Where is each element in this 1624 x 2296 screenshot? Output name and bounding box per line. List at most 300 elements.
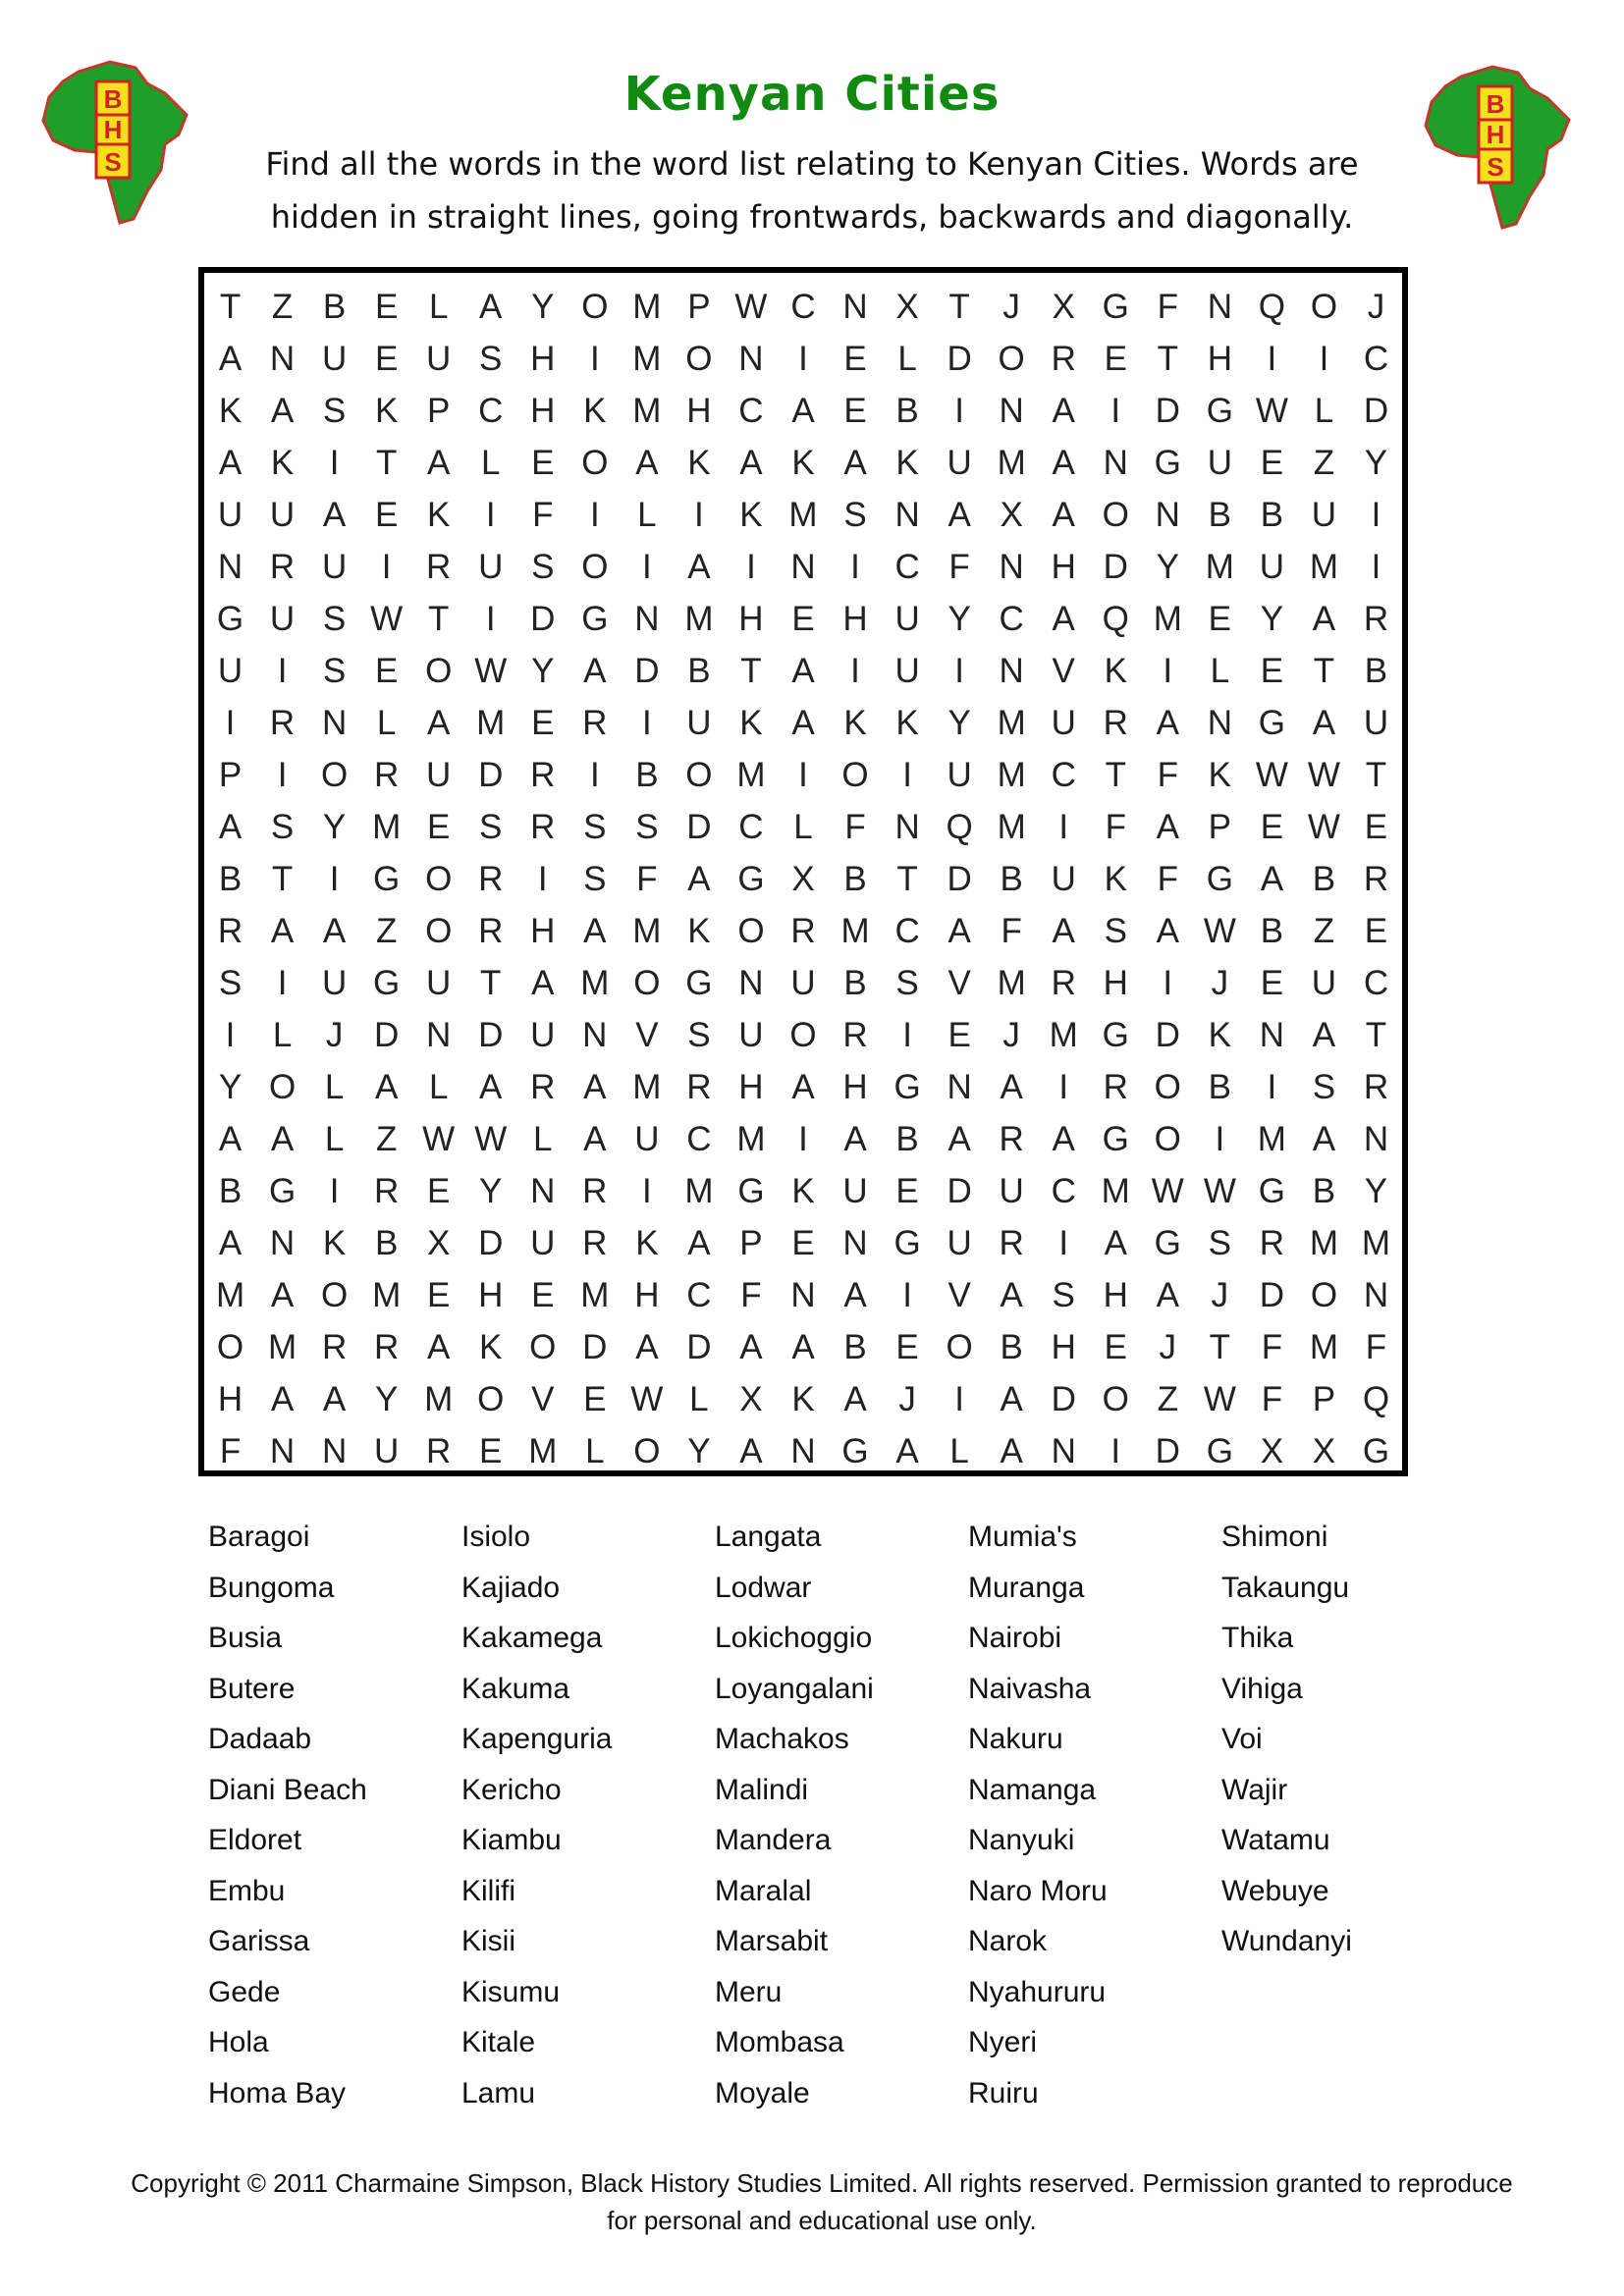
word-list-item: Maralal	[715, 1874, 812, 1907]
grid-letter: Q	[946, 807, 973, 846]
grid-letter: J	[325, 1015, 344, 1054]
grid-letter: L	[1314, 391, 1334, 430]
grid-letter: O	[998, 339, 1025, 378]
grid-letter: A	[531, 963, 555, 1002]
grid-letter: T	[1157, 339, 1178, 378]
grid-letter: A	[635, 443, 659, 482]
grid-letter: K	[791, 443, 815, 482]
grid-letter: U	[1363, 703, 1389, 742]
grid-letter: J	[898, 1379, 916, 1418]
word-list-item: Wajir	[1221, 1773, 1288, 1806]
grid-letter: L	[1210, 651, 1230, 690]
grid-letter: S	[322, 599, 347, 638]
grid-letter: R	[478, 859, 504, 898]
grid-letter: F	[740, 1275, 762, 1314]
grid-letter: L	[428, 1067, 449, 1106]
word-list-item: Kakuma	[461, 1672, 570, 1705]
grid-letter: I	[485, 599, 496, 638]
grid-letter: K	[843, 703, 867, 742]
grid-letter: U	[217, 495, 244, 534]
grid-letter: W	[370, 599, 404, 638]
grid-letter: M	[632, 339, 662, 378]
grid-letter: M	[372, 1275, 402, 1314]
grid-letter: U	[686, 703, 712, 742]
grid-letter: U	[947, 755, 972, 794]
grid-letter: R	[1259, 1223, 1285, 1262]
grid-letter: C	[1363, 339, 1389, 378]
grid-letter: A	[1052, 391, 1075, 430]
grid-letter: R	[582, 1223, 608, 1262]
grid-letter: J	[1367, 287, 1385, 326]
grid-letter: J	[1211, 963, 1229, 1002]
grid-letter: I	[589, 495, 600, 534]
word-list-item: Wundanyi	[1221, 1925, 1352, 1957]
word-list-item: Kericho	[461, 1773, 562, 1806]
grid-letter: G	[1258, 1171, 1285, 1210]
grid-letter: A	[270, 1379, 295, 1418]
grid-letter: M	[267, 1327, 298, 1366]
grid-letter: E	[427, 807, 451, 846]
word-list-item: Loyangalani	[715, 1672, 874, 1705]
grid-letter: G	[737, 859, 765, 898]
grid-letter: A	[218, 1119, 243, 1158]
grid-letter: M	[632, 911, 662, 950]
word-list-item: Nanyuki	[968, 1824, 1075, 1856]
grid-letter: I	[589, 755, 600, 794]
grid-letter: M	[1257, 1119, 1286, 1158]
grid-letter: L	[897, 339, 917, 378]
grid-letter: R	[1051, 339, 1076, 378]
grid-letter: D	[1155, 1015, 1180, 1054]
grid-letter: E	[843, 339, 867, 378]
grid-letter: F	[1157, 755, 1178, 794]
grid-letter: A	[687, 859, 711, 898]
grid-letter: N	[894, 807, 920, 846]
grid-letter: A	[1052, 911, 1075, 950]
grid-letter: C	[894, 547, 920, 586]
word-list-item: Meru	[715, 1975, 783, 2008]
grid-letter: I	[902, 1275, 912, 1314]
grid-letter: A	[479, 1067, 503, 1106]
grid-letter: T	[1365, 755, 1387, 794]
logo-letter-s: S	[1487, 152, 1504, 182]
grid-letter: M	[580, 1275, 610, 1314]
grid-letter: D	[1051, 1379, 1076, 1418]
grid-letter: K	[739, 703, 763, 742]
grid-letter: I	[1371, 547, 1381, 586]
grid-letter: R	[426, 547, 452, 586]
grid-letter: G	[1154, 1223, 1181, 1262]
word-list-item: Mandera	[715, 1824, 832, 1856]
grid-letter: B	[1260, 495, 1284, 534]
grid-letter: J	[1159, 1327, 1177, 1366]
grid-letter: L	[376, 703, 397, 742]
grid-letter: W	[474, 651, 508, 690]
grid-letter: D	[478, 1223, 504, 1262]
grid-letter: F	[1157, 859, 1178, 898]
grid-letter: C	[738, 807, 764, 846]
word-list-item: Busia	[208, 1622, 283, 1654]
grid-letter: G	[737, 1171, 765, 1210]
grid-letter: G	[373, 859, 401, 898]
grid-letter: D	[947, 339, 972, 378]
grid-letter: K	[1208, 755, 1232, 794]
logo-letter-h: H	[103, 115, 123, 144]
grid-letter: M	[840, 911, 870, 950]
grid-letter: A	[583, 1067, 607, 1106]
word-list-item: Voi	[1221, 1723, 1263, 1755]
grid-letter: A	[427, 1327, 451, 1366]
grid-letter: H	[1103, 963, 1128, 1002]
grid-letter: O	[581, 443, 609, 482]
grid-letter: U	[321, 963, 348, 1002]
word-list-item: Eldoret	[208, 1824, 302, 1856]
grid-letter: P	[739, 1223, 763, 1262]
grid-letter: A	[947, 495, 971, 534]
grid-letter: W	[1307, 755, 1340, 794]
grid-letter: M	[1309, 1223, 1338, 1262]
grid-letter: O	[1310, 287, 1338, 326]
grid-letter: O	[268, 1067, 297, 1106]
grid-letter: I	[746, 547, 756, 586]
grid-letter: R	[999, 1223, 1024, 1262]
grid-letter: A	[427, 703, 451, 742]
grid-letter: C	[686, 1275, 712, 1314]
grid-letter: A	[1260, 859, 1284, 898]
grid-letter: D	[478, 755, 504, 794]
grid-letter: K	[322, 1223, 347, 1262]
grid-letter: I	[1267, 339, 1277, 378]
grid-letter: N	[1363, 1275, 1389, 1314]
grid-letter: A	[1052, 495, 1075, 534]
grid-letter: R	[842, 1015, 868, 1054]
word-list-column	[1221, 1512, 1475, 2118]
word-list-item: Lamu	[461, 2076, 536, 2109]
grid-letter: M	[1153, 599, 1182, 638]
grid-letter: R	[269, 703, 296, 742]
grid-letter: R	[1103, 1067, 1128, 1106]
grid-letter: I	[642, 1171, 652, 1210]
grid-letter: U	[530, 1015, 556, 1054]
grid-letter: D	[1363, 391, 1389, 430]
logo-letter-b: B	[1486, 89, 1505, 119]
grid-letter: R	[582, 1171, 608, 1210]
grid-letter: R	[1051, 963, 1076, 1002]
grid-letter: O	[320, 755, 349, 794]
grid-letter: S	[479, 339, 503, 378]
grid-letter: Y	[1156, 547, 1179, 586]
grid-letter: R	[478, 911, 504, 950]
grid-letter: A	[270, 911, 295, 950]
grid-letter: I	[642, 703, 652, 742]
grid-letter: I	[1371, 495, 1381, 534]
grid-letter: O	[1102, 495, 1129, 534]
grid-letter: J	[1211, 1275, 1229, 1314]
grid-letter: W	[1151, 1171, 1184, 1210]
grid-letter: N	[582, 1015, 608, 1054]
grid-letter: G	[1362, 1431, 1390, 1470]
grid-letter: B	[1312, 1171, 1336, 1210]
grid-letter: O	[841, 755, 869, 794]
grid-letter: Z	[1313, 911, 1335, 950]
word-list-item: Kakamega	[461, 1622, 603, 1654]
grid-letter: O	[685, 755, 713, 794]
grid-letter: M	[372, 807, 402, 846]
grid-letter: A	[635, 1327, 659, 1366]
grid-letter: C	[738, 391, 764, 430]
grid-letter: Y	[531, 287, 555, 326]
grid-letter: S	[843, 495, 867, 534]
word-list-item: Kisii	[461, 1925, 516, 1957]
grid-letter: E	[1364, 911, 1388, 950]
grid-letter: J	[1002, 1015, 1020, 1054]
grid-letter: L	[324, 1119, 345, 1158]
word-list-item: Isiolo	[461, 1521, 531, 1553]
copyright-line-2: for personal and educational use only.	[607, 2206, 1037, 2235]
grid-letter: O	[1102, 1379, 1129, 1418]
grid-letter: L	[480, 443, 501, 482]
grid-letter: N	[790, 547, 816, 586]
grid-letter: G	[1102, 1119, 1129, 1158]
grid-letter: G	[581, 599, 609, 638]
grid-letter: E	[1260, 443, 1284, 482]
grid-letter: O	[425, 651, 453, 690]
grid-letter: A	[843, 1275, 867, 1314]
grid-letter: A	[479, 287, 503, 326]
word-search-grid	[204, 281, 1402, 1477]
grid-letter: B	[1000, 859, 1023, 898]
word-list-item: Dadaab	[208, 1723, 312, 1755]
grid-letter: R	[374, 1171, 400, 1210]
grid-letter: E	[531, 443, 555, 482]
grid-letter: R	[217, 911, 244, 950]
grid-letter: W	[1203, 911, 1236, 950]
grid-letter: A	[1052, 443, 1075, 482]
grid-letter: Y	[947, 599, 971, 638]
grid-letter: A	[218, 1223, 243, 1262]
grid-letter: L	[324, 1067, 345, 1106]
grid-letter: Z	[1313, 443, 1335, 482]
word-list-item: Vihiga	[1221, 1672, 1303, 1705]
grid-letter: E	[531, 1275, 555, 1314]
grid-letter: E	[1260, 651, 1284, 690]
grid-letter: B	[218, 859, 243, 898]
grid-letter: K	[687, 911, 711, 950]
grid-letter: T	[1313, 651, 1335, 690]
grid-letter: O	[581, 547, 609, 586]
grid-letter: C	[1051, 1171, 1076, 1210]
grid-letter: A	[1156, 807, 1179, 846]
grid-letter: T	[427, 599, 450, 638]
word-search-grid-frame	[198, 267, 1408, 1476]
grid-letter: K	[270, 443, 295, 482]
grid-letter: A	[1052, 599, 1075, 638]
grid-letter: M	[580, 963, 610, 1002]
grid-letter: D	[478, 1015, 504, 1054]
grid-letter: K	[687, 443, 711, 482]
grid-letter: M	[1309, 547, 1338, 586]
grid-letter: M	[684, 599, 714, 638]
grid-letter: L	[637, 495, 657, 534]
word-list-item: Kilifi	[461, 1874, 516, 1907]
grid-letter: Q	[1102, 599, 1129, 638]
word-list-column	[208, 1512, 461, 2118]
grid-letter: G	[841, 1431, 869, 1470]
grid-letter: I	[329, 859, 340, 898]
word-list-item: Lodwar	[715, 1571, 812, 1604]
grid-letter: C	[686, 1119, 712, 1158]
grid-letter: K	[479, 1327, 503, 1366]
grid-letter: R	[269, 547, 296, 586]
grid-letter: H	[530, 911, 556, 950]
word-list-item: Langata	[715, 1521, 822, 1553]
grid-letter: Z	[1157, 1379, 1178, 1418]
word-list-item: Diani Beach	[208, 1773, 367, 1806]
grid-letter: N	[530, 1171, 556, 1210]
grid-letter: A	[322, 911, 347, 950]
grid-letter: D	[947, 1171, 972, 1210]
grid-letter: U	[1051, 859, 1076, 898]
grid-letter: R	[321, 1327, 348, 1366]
grid-letter: I	[277, 651, 288, 690]
grid-letter: S	[218, 963, 243, 1002]
grid-letter: H	[217, 1379, 244, 1418]
grid-letter: L	[949, 1431, 969, 1470]
grid-letter: W	[1255, 755, 1288, 794]
grid-letter: R	[374, 755, 400, 794]
grid-letter: R	[790, 911, 816, 950]
grid-letter: N	[426, 1015, 452, 1054]
grid-letter: Y	[1364, 1171, 1388, 1210]
grid-letter: T	[271, 859, 294, 898]
grid-letter: I	[798, 339, 808, 378]
logo-letter-b: B	[103, 84, 123, 114]
word-list-item: Butere	[208, 1672, 296, 1705]
grid-letter: M	[215, 1275, 245, 1314]
grid-letter: U	[738, 1015, 764, 1054]
grid-letter: Y	[1364, 443, 1388, 482]
grid-letter: B	[843, 1327, 867, 1366]
grid-letter: U	[1311, 495, 1337, 534]
grid-letter: P	[687, 287, 711, 326]
grid-letter: S	[1052, 1275, 1075, 1314]
grid-letter: U	[530, 1223, 556, 1262]
grid-letter: M	[1049, 1015, 1078, 1054]
grid-letter: A	[1156, 911, 1179, 950]
grid-letter: Y	[531, 651, 555, 690]
grid-letter: U	[426, 339, 452, 378]
grid-letter: U	[321, 547, 348, 586]
grid-letter: I	[1163, 651, 1173, 690]
grid-letter: M	[997, 703, 1026, 742]
grid-letter: K	[1104, 859, 1127, 898]
grid-letter: N	[269, 1431, 296, 1470]
grid-letter: M	[632, 1067, 662, 1106]
grid-letter: T	[896, 859, 918, 898]
grid-letter: A	[1156, 1275, 1179, 1314]
grid-letter: U	[1259, 547, 1285, 586]
grid-letter: R	[530, 755, 556, 794]
grid-letter: O	[737, 911, 765, 950]
grid-letter: O	[1310, 1275, 1338, 1314]
grid-letter: N	[842, 1223, 868, 1262]
grid-letter: H	[686, 391, 712, 430]
grid-letter: E	[843, 391, 867, 430]
grid-letter: V	[947, 963, 971, 1002]
grid-letter: K	[218, 391, 243, 430]
grid-letter: W	[422, 1119, 456, 1158]
grid-letter: N	[999, 651, 1024, 690]
grid-letter: A	[1000, 1379, 1023, 1418]
grid-letter: E	[1208, 599, 1232, 638]
grid-letter: M	[736, 755, 766, 794]
grid-letter: I	[798, 755, 808, 794]
word-list-item: Kiambu	[461, 1824, 562, 1856]
grid-letter: A	[687, 547, 711, 586]
grid-letter: I	[850, 547, 860, 586]
grid-letter: P	[218, 755, 243, 794]
grid-letter: U	[426, 963, 452, 1002]
grid-letter: C	[894, 911, 920, 950]
grid-letter: I	[954, 391, 964, 430]
grid-letter: P	[427, 391, 451, 430]
grid-letter: H	[1103, 1275, 1128, 1314]
page-title: Kenyan Cities	[623, 67, 1001, 122]
grid-letter: K	[791, 1171, 815, 1210]
grid-letter: E	[427, 1275, 451, 1314]
grid-letter: A	[218, 807, 243, 846]
word-list-item: Naro Moru	[968, 1874, 1108, 1907]
logo-letter-s: S	[104, 147, 122, 177]
grid-letter: A	[1000, 1275, 1023, 1314]
grid-letter: N	[1155, 495, 1180, 534]
grid-letter: A	[687, 1223, 711, 1262]
grid-letter: S	[270, 807, 295, 846]
grid-letter: L	[533, 1119, 553, 1158]
grid-letter: I	[902, 755, 912, 794]
grid-letter: A	[1312, 599, 1336, 638]
grid-letter: Y	[322, 807, 347, 846]
grid-letter: D	[686, 1327, 712, 1366]
grid-letter: A	[1052, 1119, 1075, 1158]
grid-letter: X	[1000, 495, 1023, 534]
grid-letter: N	[321, 703, 348, 742]
grid-letter: R	[686, 1067, 712, 1106]
grid-letter: T	[375, 443, 398, 482]
grid-letter: D	[1259, 1275, 1285, 1314]
word-list-item: Ruiru	[968, 2076, 1039, 2109]
grid-letter: S	[1208, 1223, 1232, 1262]
grid-letter: U	[269, 495, 296, 534]
grid-letter: A	[791, 1067, 815, 1106]
grid-letter: R	[1363, 1067, 1389, 1106]
grid-letter: M	[1309, 1327, 1338, 1366]
grid-letter: O	[581, 287, 609, 326]
grid-letter: U	[947, 443, 972, 482]
word-list-item: Kitale	[461, 2026, 536, 2058]
grid-letter: W	[734, 287, 768, 326]
grid-letter: M	[632, 391, 662, 430]
copyright-notice	[59, 2164, 1585, 2239]
grid-letter: I	[1058, 1067, 1069, 1106]
grid-letter: K	[1104, 651, 1127, 690]
grid-letter: U	[217, 651, 244, 690]
word-list-column	[461, 1512, 715, 2118]
grid-letter: F	[1261, 1327, 1283, 1366]
grid-letter: E	[583, 1379, 607, 1418]
word-list-item: Nairobi	[968, 1622, 1062, 1654]
grid-letter: G	[216, 599, 244, 638]
